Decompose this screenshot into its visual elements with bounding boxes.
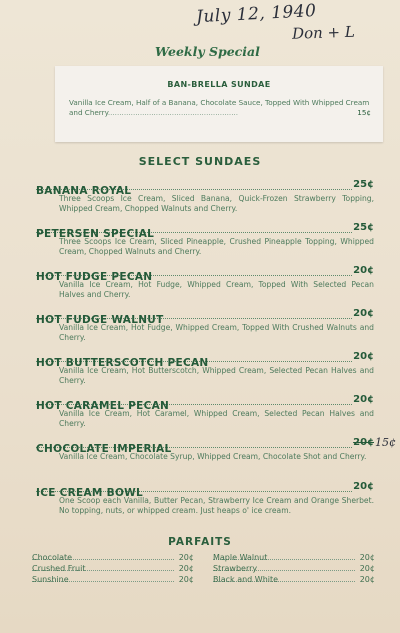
item-description: Vanilla Ice Cream, Hot Fudge, Whipped Cream, Topped With Selected Pecan Halves and Cherry. bbox=[59, 280, 374, 299]
item-name: BANANA ROYAL bbox=[36, 185, 132, 197]
parfait-name: Crushed Fruit bbox=[32, 564, 86, 573]
select-sundaes-title: SELECT SUNDAES bbox=[138, 155, 262, 168]
item-name: CHOCOLATE IMPERIAL bbox=[36, 443, 172, 455]
item-description: Three Scoops Ice Cream, Sliced Banana, Quick-Frozen Strawberry Topping, Whipped Cream, Chopped Walnuts and Cherry. bbox=[59, 194, 374, 213]
weekly-special-name: BAN-BRELLA SUNDAE bbox=[167, 80, 271, 89]
weekly-special-description: Vanilla Ice Cream, Half of a Banana, Chocolate Sauce, Topped With Whipped Cream and Cherry......................................................... 15¢ bbox=[69, 98, 371, 117]
weekly-special-desc-text: Vanilla Ice Cream, Half of a Banana, Chocolate Sauce, Topped With Whipped Cream and Cherry bbox=[69, 98, 370, 117]
parfaits-right-column bbox=[213, 552, 375, 585]
item-price: 20¢ bbox=[353, 394, 374, 405]
item-name: ICE CREAM BOWL bbox=[36, 487, 144, 499]
menu-item bbox=[36, 351, 374, 385]
parfait-name: Chocolate bbox=[32, 553, 73, 562]
handwritten-annotation bbox=[196, 2, 396, 42]
parfait-name: Strawberry bbox=[213, 564, 258, 573]
handwritten-date: July 12, 1940 bbox=[195, 0, 317, 28]
item-price-struck: 20¢ bbox=[353, 437, 374, 448]
parfait-price: 20¢ bbox=[359, 564, 375, 573]
item-description: Vanilla Ice Cream, Hot Fudge, Whipped Cream, Topped With Crushed Walnuts and Cherry. bbox=[59, 323, 374, 342]
item-description: Vanilla Ice Cream, Chocolate Syrup, Whipped Cream, Chocolate Shot and Cherry. bbox=[59, 452, 367, 461]
parfait-price: 20¢ bbox=[178, 564, 194, 573]
parfaits-title: PARFAITS bbox=[168, 536, 232, 548]
parfait-row bbox=[32, 552, 194, 563]
item-name: PETERSEN SPECIAL bbox=[36, 228, 155, 240]
item-price: 20¢ bbox=[353, 308, 374, 319]
item-description: Vanilla Ice Cream, Hot Caramel, Whipped Cream, Selected Pecan Halves and Cherry. bbox=[59, 409, 374, 428]
parfait-row bbox=[32, 574, 194, 585]
parfaits-left-column bbox=[32, 552, 194, 585]
parfait-row bbox=[32, 563, 194, 574]
menu-item bbox=[36, 222, 374, 256]
item-price: 20¢ bbox=[353, 351, 374, 362]
menu-item bbox=[36, 436, 396, 462]
menu-item bbox=[36, 481, 374, 515]
parfait-name: Sunshine bbox=[32, 575, 69, 584]
item-description: Three Scoops Ice Cream, Sliced Pineapple, Crushed Pineapple Topping, Whipped Cream, Chopped Walnuts and Cherry. bbox=[59, 237, 374, 256]
menu-item bbox=[36, 179, 374, 213]
menu-item bbox=[36, 308, 374, 342]
menu-item bbox=[36, 394, 374, 428]
parfait-price: 20¢ bbox=[359, 553, 375, 562]
weekly-special-card bbox=[55, 66, 383, 142]
item-name: HOT BUTTERSCOTCH PECAN bbox=[36, 357, 209, 369]
parfait-row bbox=[213, 574, 375, 585]
parfait-price: 20¢ bbox=[178, 553, 194, 562]
item-description: Vanilla Ice Cream, Hot Butterscotch, Whipped Cream, Selected Pecan Halves and Cherry. bbox=[59, 366, 374, 385]
parfait-name: Black and White bbox=[213, 575, 279, 584]
parfait-price: 20¢ bbox=[178, 575, 194, 584]
item-price: 20¢ bbox=[353, 481, 374, 492]
parfait-row bbox=[213, 563, 375, 574]
item-description: One Scoop each Vanilla, Butter Pecan, Strawberry Ice Cream and Orange Sherbet. No topping, nuts, or whipped cream. Just heaps o' ice cream. bbox=[59, 496, 374, 515]
item-name: HOT FUDGE WALNUT bbox=[36, 314, 164, 326]
weekly-special-price: 15¢ bbox=[357, 108, 371, 117]
handwritten-note: Don + L bbox=[291, 22, 356, 43]
item-name: HOT CARAMEL PECAN bbox=[36, 400, 170, 412]
item-price: 25¢ bbox=[353, 222, 374, 233]
weekly-special-title: Weekly Special bbox=[155, 44, 260, 59]
menu-item bbox=[36, 265, 374, 299]
parfait-price: 20¢ bbox=[359, 575, 375, 584]
parfait-row bbox=[213, 552, 375, 563]
item-name: HOT FUDGE PECAN bbox=[36, 271, 153, 283]
item-price: 20¢ bbox=[353, 265, 374, 276]
parfait-name: Maple Walnut bbox=[213, 553, 268, 562]
item-price: 25¢ bbox=[353, 179, 374, 190]
handwritten-price: 15¢ bbox=[375, 436, 396, 449]
